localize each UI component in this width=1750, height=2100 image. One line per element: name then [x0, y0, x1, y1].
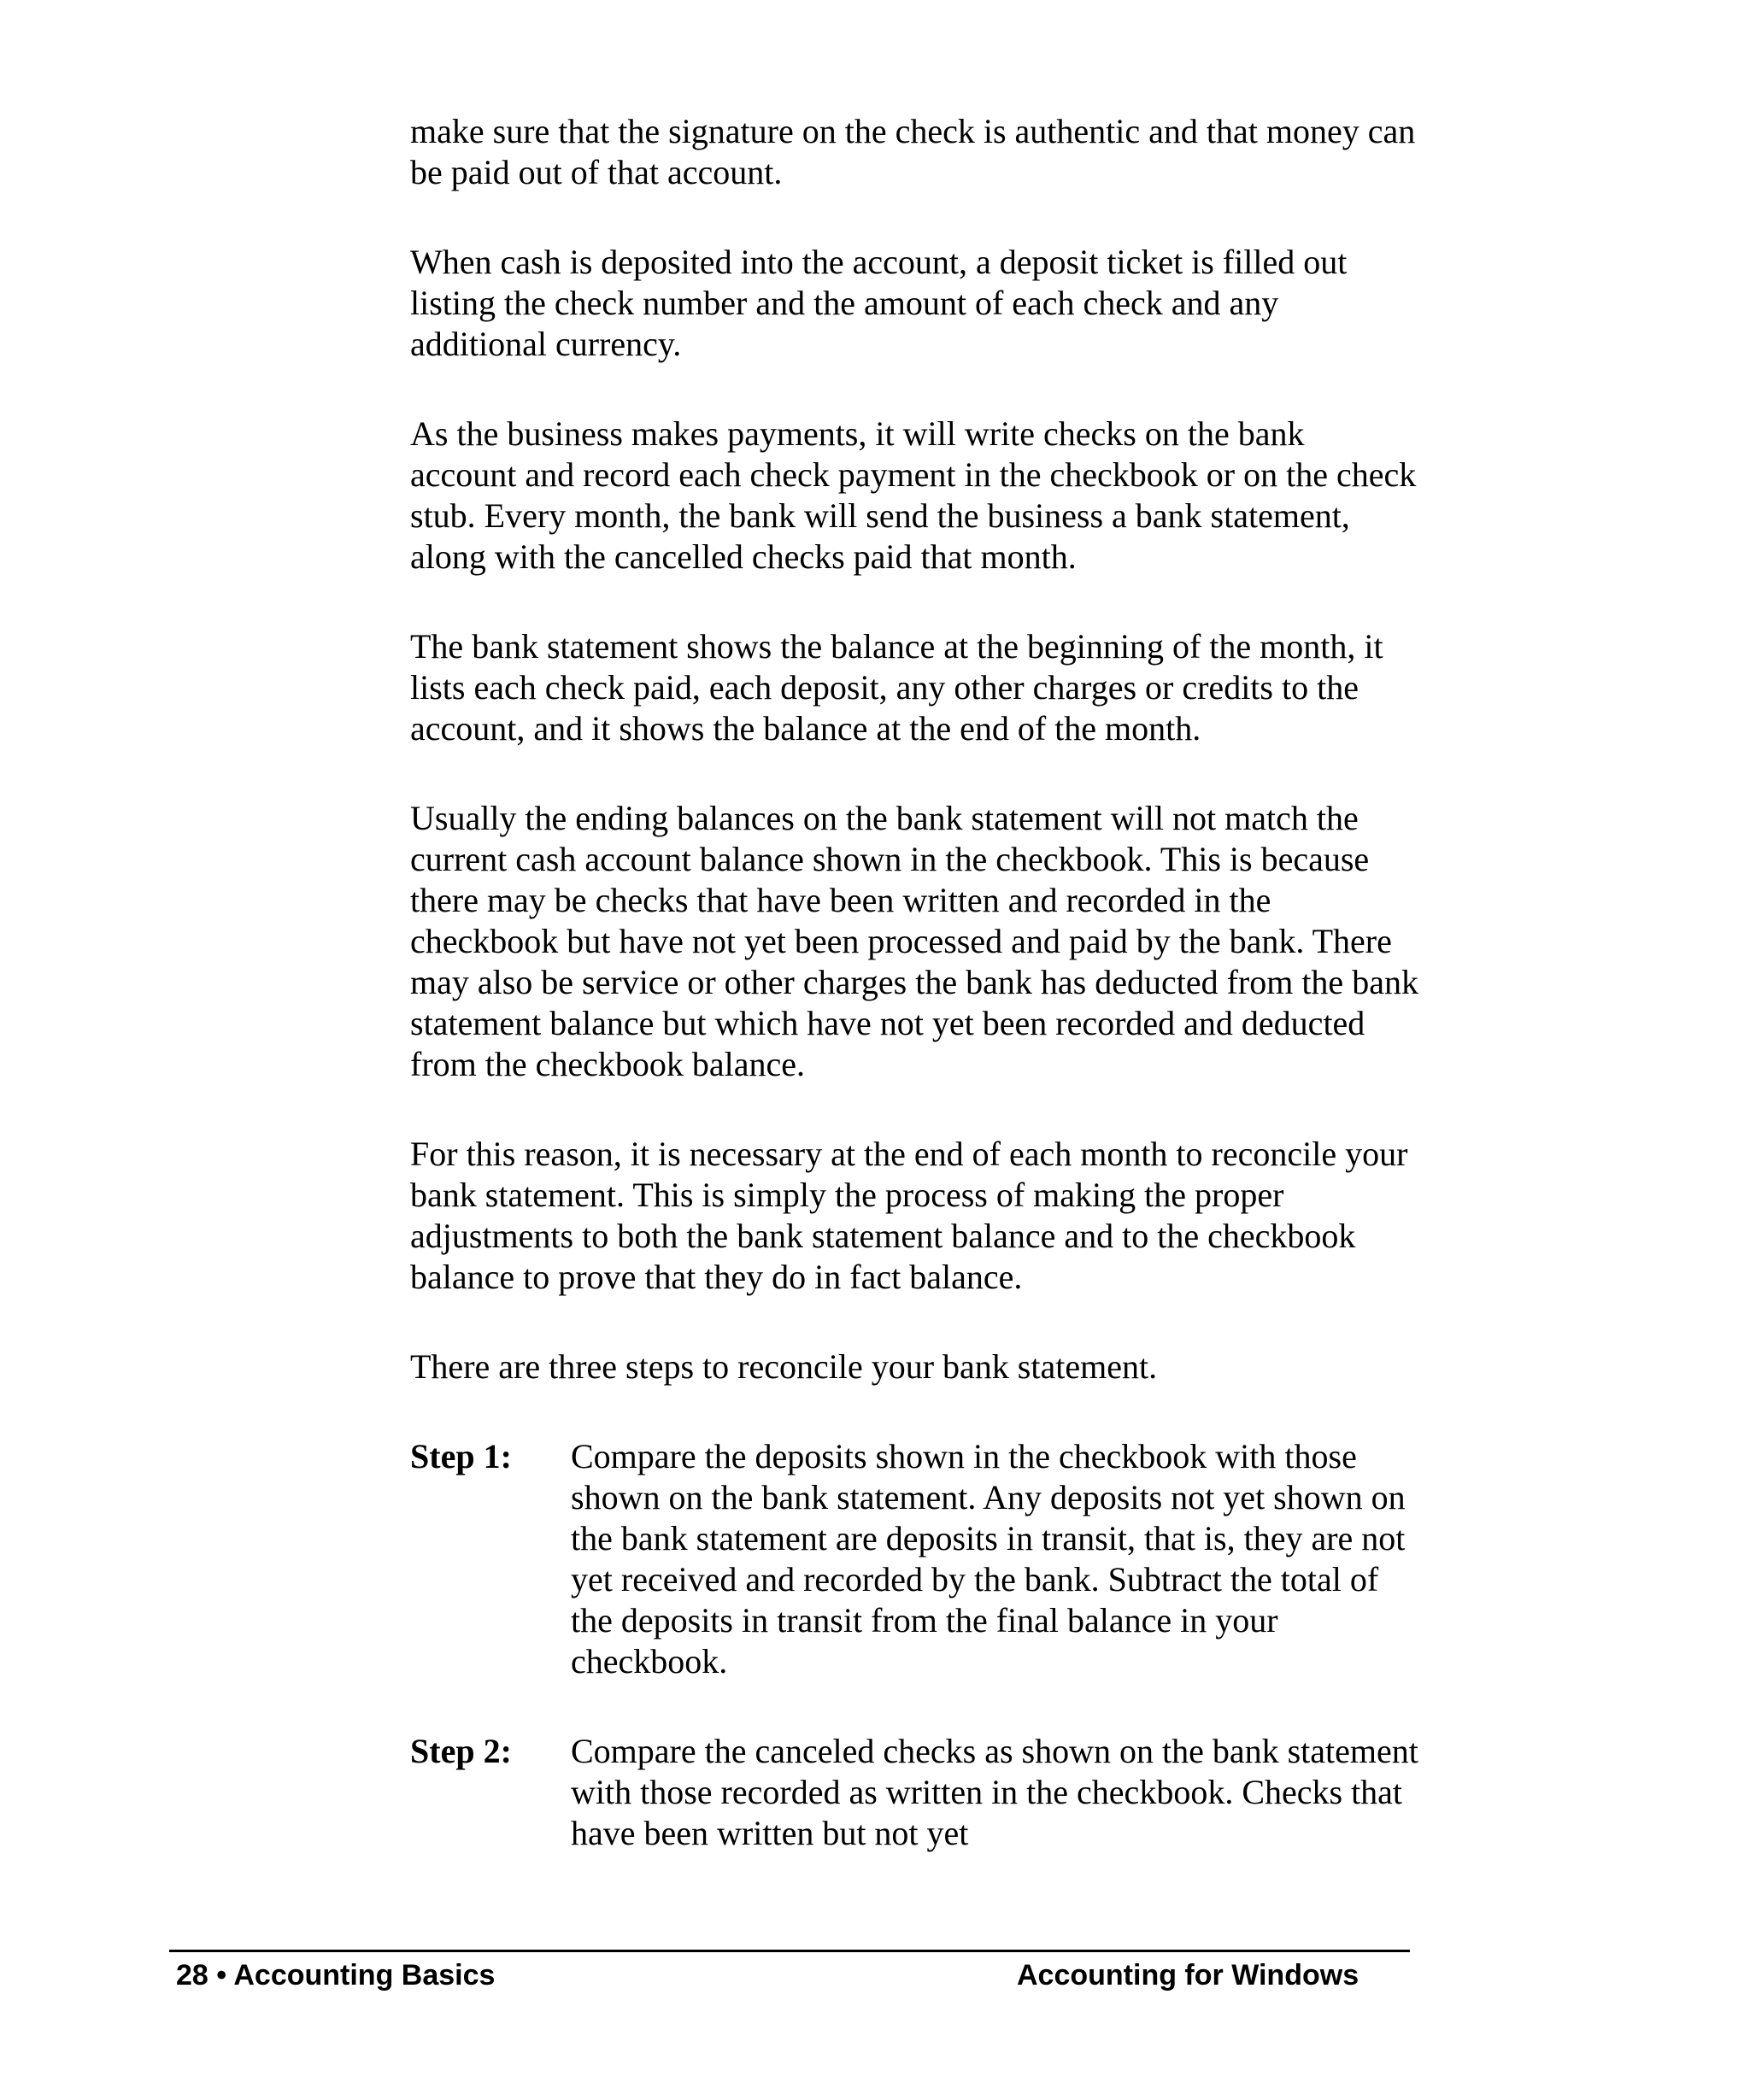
step-item: [410, 1731, 1418, 1854]
paragraph: Usually the ending balances on the bank statement will not match the current cash account balance shown in the checkbook. This is because there may be checks that have been written and recorded in the checkbook but have not yet been processed and paid by the bank. There may also be service or other charges the bank has deducted from the bank statement balance but which have not yet been recorded and deducted from the checkbook balance.: [410, 799, 1418, 1083]
footer-rule: [169, 1950, 1410, 1952]
step-label: Step 1:: [410, 1437, 512, 1475]
page-body: [410, 111, 1418, 1903]
footer-page-section: 28 • Accounting Basics: [176, 1959, 496, 1991]
paragraph: When cash is deposited into the account, a deposit ticket is filled out listing the check number and the amount of each check and any additional currency.: [410, 243, 1348, 363]
step-text: Compare the canceled checks as shown on the bank statement with those recorded as written in the checkbook. Checks that have been written but not yet: [571, 1732, 1418, 1852]
paragraph: make sure that the signature on the check is authentic and that money can be paid out of that account.: [410, 112, 1416, 191]
step-text: Compare the deposits shown in the checkbook with those shown on the bank statement. Any deposits not yet shown on the bank statement are deposits in transit, that is, they are not yet received and recorded by the bank. Subtract the total of the deposits in transit from the final balance in your checkbook.: [571, 1437, 1406, 1681]
footer-book-title: Accounting for Windows: [1017, 1959, 1359, 1991]
paragraph: There are three steps to reconcile your bank statement.: [410, 1347, 1158, 1386]
step-item: [410, 1436, 1418, 1682]
step-label: Step 2:: [410, 1732, 512, 1770]
paragraph: As the business makes payments, it will write checks on the bank account and record each check payment in the checkbook or on the check stub. Every month, the bank will send the business a bank statement, along with the cancelled checks paid that month.: [410, 414, 1417, 576]
paragraph: For this reason, it is necessary at the end of each month to reconcile your bank statement. This is simply the process of making the proper adjustments to both the bank statement balance and to the checkbook balance to prove that they do in fact balance.: [410, 1135, 1408, 1296]
paragraph: The bank statement shows the balance at the beginning of the month, it lists each check paid, each deposit, any other charges or credits to the account, and it shows the balance at the end of the month.: [410, 627, 1383, 748]
